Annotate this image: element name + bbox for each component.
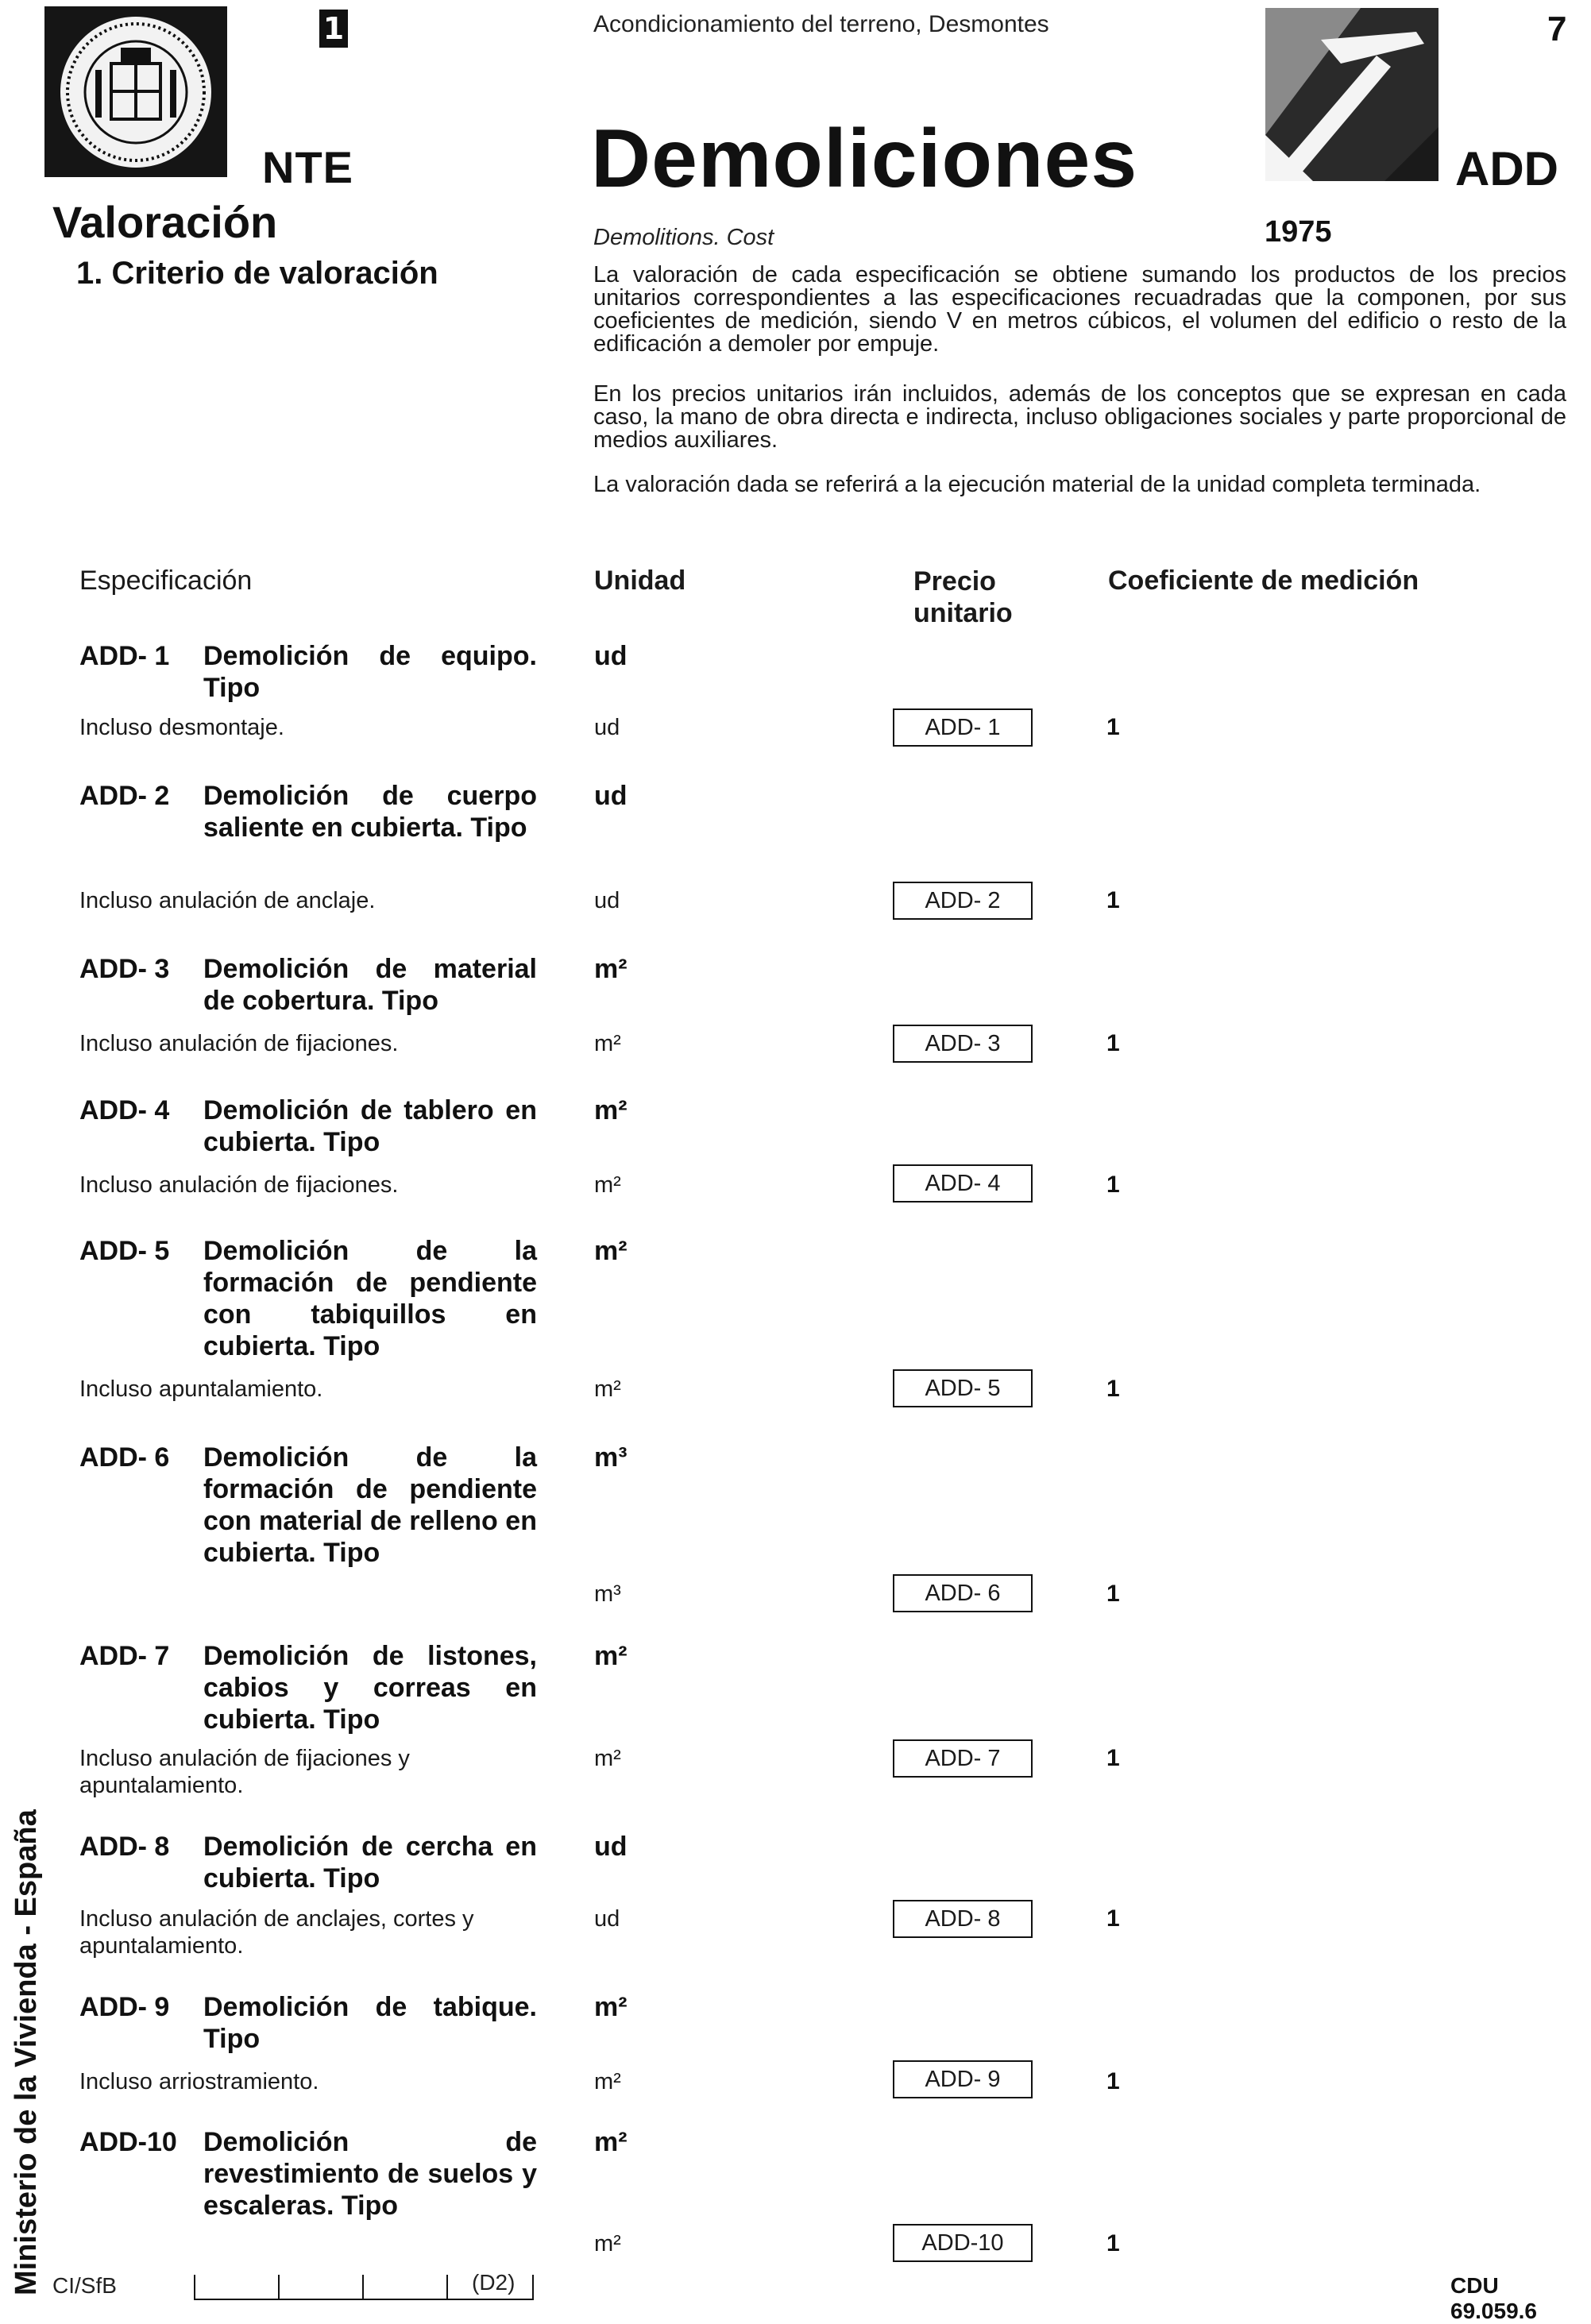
spec-note: Incluso anulación de anclajes, cortes y apuntalamiento.: [79, 1906, 474, 1959]
measurement-coefficient: 1: [1106, 2068, 1120, 2094]
cisfb-grid-line: [194, 2299, 534, 2300]
section-number-badge: 1: [319, 10, 348, 48]
unit-price-box: ADD- 1: [893, 708, 1033, 747]
section-title: Valoración: [52, 197, 278, 247]
spec-unit: ud: [594, 781, 628, 811]
price-unit: ud: [594, 715, 620, 740]
unit-price-box: ADD- 8: [893, 1900, 1033, 1938]
price-unit: m²: [594, 2069, 621, 2094]
measurement-coefficient: 1: [1106, 1581, 1120, 1607]
price-unit: m²: [594, 1031, 621, 1056]
column-header-price: [913, 566, 1013, 629]
spec-unit: m²: [594, 1095, 628, 1125]
unit-price-box: ADD- 5: [893, 1369, 1033, 1407]
spec-unit: ud: [594, 1832, 628, 1862]
measurement-coefficient: 1: [1106, 2230, 1120, 2256]
spec-note: Incluso anulación de fijaciones.: [79, 1172, 399, 1198]
price-unit: m³: [594, 1581, 621, 1607]
ministry-seal: [44, 6, 227, 177]
spec-unit: m²: [594, 2127, 628, 2157]
price-unit: m²: [594, 1172, 621, 1198]
column-header-coef: Coeficiente de medición: [1108, 566, 1419, 596]
year-label: 1975: [1265, 215, 1332, 249]
ministry-sidebar-label: Ministerio de la Vivienda - España: [10, 1809, 43, 2295]
spec-unit: ud: [594, 641, 628, 671]
spec-code: ADD-10: [79, 2127, 177, 2157]
column-header-price-line2: unitario: [913, 598, 1013, 628]
cisfb-grid-tick: [362, 2275, 364, 2300]
column-header-price-line1: Precio: [913, 566, 996, 596]
spec-title: Demolición de cuerpo saliente en cubierta. Tipo: [203, 781, 537, 843]
intro-paragraph: La valoración de cada especificación se obtiene sumando los productos de los precios unitarios correspondientes a las especificaciones recuadradas que la componen, por sus coeficientes de medición, siendo V en metros cúbicos, el volumen del edificio o resto de la edificación a demoler por empuje.: [593, 262, 1566, 357]
price-unit: m²: [594, 1376, 621, 1402]
unit-price-box: ADD- 2: [893, 882, 1033, 920]
spec-title: Demolición de tabique. Tipo: [203, 1992, 537, 2054]
cisfb-grid-tick: [194, 2275, 195, 2300]
spec-code: ADD- 8: [79, 1832, 170, 1862]
unit-price-box: ADD- 4: [893, 1164, 1033, 1203]
spec-note: Incluso anulación de fijaciones y apuntalamiento.: [79, 1746, 410, 1798]
spec-code: ADD- 9: [79, 1992, 170, 2022]
price-unit: m²: [594, 1746, 621, 1771]
spec-note: Incluso desmontaje.: [79, 715, 284, 740]
cdu-code: CDU 69.059.6: [1450, 2273, 1537, 2323]
price-unit: m²: [594, 2231, 621, 2256]
measurement-coefficient: 1: [1106, 1905, 1120, 1932]
intro-paragraph: En los precios unitarios irán incluidos, además de los conceptos que se expresan en cada caso, la mano de obra directa e indirecta, incluso obligaciones sociales y parte proporcional de medios auxiliares.: [593, 381, 1566, 453]
spec-note: Incluso arriostramiento.: [79, 2069, 319, 2094]
spec-title: Demolición de tablero en cubierta. Tipo: [203, 1095, 537, 1157]
measurement-coefficient: 1: [1106, 1376, 1120, 1402]
subsection-title: 1. Criterio de valoración: [76, 256, 438, 291]
spec-title: Demolición de equipo. Tipo: [203, 641, 537, 703]
pickaxe-emblem-icon: [1265, 8, 1438, 181]
english-title: Demolitions. Cost: [593, 225, 774, 250]
unit-price-box: ADD- 6: [893, 1574, 1033, 1612]
spec-note: Incluso apuntalamiento.: [79, 1376, 323, 1402]
price-unit: ud: [594, 1906, 620, 1932]
page-title: Demoliciones: [591, 113, 1138, 205]
page-number: 7: [1547, 10, 1567, 48]
cisfb-grid-tick: [446, 2275, 448, 2300]
price-unit: ud: [594, 888, 620, 913]
cisfb-grid-tick: [532, 2275, 534, 2300]
spec-unit: m²: [594, 1641, 628, 1671]
spec-title: Demolición de material de cobertura. Tipo: [203, 954, 537, 1016]
column-header-unit: Unidad: [594, 566, 686, 596]
cisfb-label: CI/SfB: [52, 2273, 117, 2298]
document-code: ADD: [1455, 142, 1558, 195]
intro-paragraph: La valoración dada se referirá a la ejecución material de la unidad completa terminada.: [593, 472, 1481, 497]
spec-code: ADD- 7: [79, 1641, 170, 1671]
cisfb-code: (D2): [472, 2270, 516, 2295]
subject-line: Acondicionamiento del terreno, Desmontes: [593, 11, 1049, 37]
spec-title: Demolición de revestimiento de suelos y escaleras. Tipo: [203, 2127, 537, 2221]
spec-unit: m²: [594, 954, 628, 984]
spec-code: ADD- 2: [79, 781, 170, 811]
cisfb-grid-tick: [278, 2275, 280, 2300]
spec-code: ADD- 6: [79, 1442, 170, 1473]
unit-price-box: ADD- 3: [893, 1025, 1033, 1063]
spec-title: Demolición de listones, cabios y correas en cubierta. Tipo: [203, 1641, 537, 1735]
unit-price-box: ADD- 7: [893, 1739, 1033, 1778]
column-header-spec: Especificación: [79, 566, 253, 596]
measurement-coefficient: 1: [1106, 1030, 1120, 1056]
spec-note: Incluso anulación de anclaje.: [79, 888, 376, 913]
spec-code: ADD- 3: [79, 954, 170, 984]
unit-price-box: ADD-10: [893, 2224, 1033, 2262]
measurement-coefficient: 1: [1106, 1745, 1120, 1771]
series-label: NTE: [262, 142, 353, 192]
spec-title: Demolición de la formación de pendiente con tabiquillos en cubierta. Tipo: [203, 1236, 537, 1361]
spec-note: Incluso anulación de fijaciones.: [79, 1031, 399, 1056]
measurement-coefficient: 1: [1106, 1172, 1120, 1198]
spec-title: Demolición de cercha en cubierta. Tipo: [203, 1832, 537, 1894]
measurement-coefficient: 1: [1106, 887, 1120, 913]
spec-code: ADD- 1: [79, 641, 170, 671]
spec-unit: m³: [594, 1442, 628, 1473]
measurement-coefficient: 1: [1106, 714, 1120, 740]
spec-unit: m²: [594, 1992, 628, 2022]
spec-title: Demolición de la formación de pendiente con material de relleno en cubierta. Tipo: [203, 1442, 537, 1568]
unit-price-box: ADD- 9: [893, 2060, 1033, 2098]
spec-unit: m²: [594, 1236, 628, 1266]
spec-code: ADD- 4: [79, 1095, 170, 1125]
spec-code: ADD- 5: [79, 1236, 170, 1266]
